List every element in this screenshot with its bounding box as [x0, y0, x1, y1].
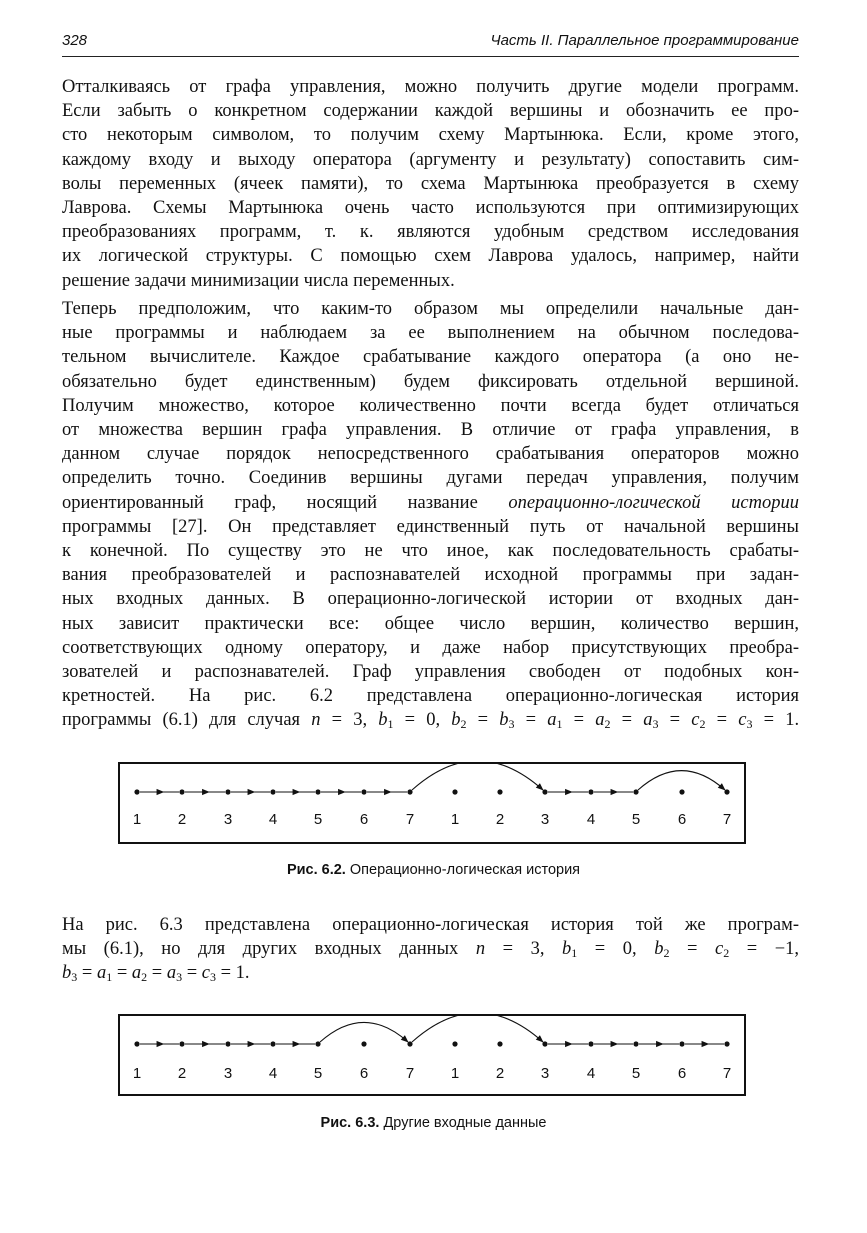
text-line: Отталкиваясь от графа управления, можно получить другие модели программ. — [62, 77, 799, 97]
history-graph-1 — [120, 764, 744, 842]
graph-node — [407, 1041, 412, 1046]
graph-node — [134, 789, 139, 794]
text-line: вания преобразователей и распознавателей исходной программы при задан- — [62, 565, 799, 586]
text-line: На рис. 6.3 представлена операционно-логическая история той же програм- — [62, 915, 799, 935]
graph-node — [588, 789, 593, 794]
node-label: 5 — [631, 811, 641, 828]
math-expression: n = 3, $b_1 = 0$, $b_2 = b_3 = a_1 = a_2 = a_3 = c_2 = c_3 = 1$. — [311, 710, 800, 732]
graph-node — [679, 789, 684, 794]
node-label: 2 — [495, 811, 505, 828]
graph-node — [542, 1041, 547, 1046]
text-line: ные программы и наблюдаем за ее выполнением на обычном последова- — [62, 323, 799, 344]
node-label: 1 — [450, 1065, 460, 1082]
node-label: 3 — [540, 1065, 550, 1082]
running-title: Часть II. Параллельное программирование — [490, 32, 799, 49]
page-number: 328 — [62, 32, 88, 49]
text-line: ных входных данных. В операционно-логической истории от входных дан- — [62, 589, 799, 610]
text-line: Теперь предположим, что каким-то образом мы определили начальные дан- — [62, 299, 799, 319]
node-label: 2 — [495, 1065, 505, 1082]
text-line: тельном вычислителе. Каждое срабатывание каждого оператора (а оно не- — [62, 347, 799, 368]
text-line: определить точно. Соединив вершины дугами передач управления, получим — [62, 468, 799, 489]
graph-node — [270, 789, 275, 794]
node-label: 3 — [223, 811, 233, 828]
text-line: соответствующих одному оператору, и даже набор присутствующих преобра- — [62, 637, 799, 658]
caption-text: Операционно-логическая история — [349, 862, 581, 878]
node-label: 4 — [586, 1065, 596, 1082]
node-label: 1 — [132, 811, 142, 828]
text-line: их логической структуры. С помощью схем Лаврова удалось, например, найти — [62, 246, 799, 267]
graph-node — [633, 1041, 638, 1046]
graph-node — [497, 789, 502, 794]
graph-node — [179, 789, 184, 794]
caption-text: Другие входные данные — [383, 1115, 547, 1131]
node-label: 7 — [405, 811, 415, 828]
running-header — [62, 30, 799, 57]
node-label: 6 — [359, 811, 369, 828]
figure-6-2 — [118, 762, 746, 844]
node-label: 1 — [132, 1065, 142, 1082]
node-label: 6 — [677, 811, 687, 828]
graph-node — [361, 1041, 366, 1046]
text-line: Получим множество, которое количественно почти всегда будет отличаться — [62, 395, 799, 416]
graph-node — [633, 789, 638, 794]
node-label: 5 — [313, 1065, 323, 1082]
figure-6-2-caption — [0, 862, 867, 878]
node-label: 7 — [405, 1065, 415, 1082]
text-line: Лаврова. Схемы Мартынюка очень часто используются при оптимизирующих — [62, 198, 799, 219]
text-line: данном случае порядок непосредственного срабатывания операторов можно — [62, 444, 799, 465]
text-line: от множества вершин графа управления. В отличие от графа управления, в — [62, 420, 799, 441]
text-line: каждому входу и выходу оператора (аргументу и результату) сопоставить сим- — [62, 149, 799, 170]
text-line: зователей и распознавателей. Граф управления свободен от подобных кон- — [62, 662, 799, 683]
node-label: 3 — [223, 1065, 233, 1082]
node-label: 4 — [268, 811, 278, 828]
text-line — [62, 937, 799, 961]
paragraph-1 — [62, 75, 799, 293]
text-line: ных зависит практически все: общее число вершин, количество вершин, — [62, 613, 799, 634]
history-graph-2 — [120, 1016, 744, 1094]
text-line: обязательно будет единственным) будем фиксировать отдельной вершиной. — [62, 371, 799, 392]
node-label: 7 — [722, 1065, 732, 1082]
caption-label: Рис. 6.2. — [286, 862, 346, 878]
graph-node — [452, 1041, 457, 1046]
graph-node — [134, 1041, 139, 1046]
paragraph-3 — [62, 913, 799, 986]
node-label: 6 — [677, 1065, 687, 1082]
graph-node — [452, 789, 457, 794]
figure-6-3 — [118, 1014, 746, 1096]
text-line: решение задачи минимизации числа переменных. — [62, 270, 455, 291]
node-label: 6 — [359, 1065, 369, 1082]
text-line — [62, 961, 799, 985]
text-line: сто некоторым символом, то получим схему Мартынюка. Если, кроме этого, — [62, 125, 799, 146]
node-label: 2 — [177, 1065, 187, 1082]
caption-label: Рис. 6.3. — [320, 1115, 380, 1131]
text-line — [62, 708, 799, 732]
jump-arc — [412, 1016, 543, 1042]
node-label: 2 — [177, 811, 187, 828]
node-label: 4 — [586, 811, 596, 828]
graph-node — [497, 1041, 502, 1046]
jump-arc — [638, 771, 725, 790]
graph-node — [407, 789, 412, 794]
graph-node — [225, 1041, 230, 1046]
graph-node — [588, 1041, 593, 1046]
graph-node — [724, 1041, 729, 1046]
node-label: 5 — [631, 1065, 641, 1082]
node-label: 4 — [268, 1065, 278, 1082]
math-expression: n = 3, $b_1 = 0$, $b_2 = c_2 = -1$, — [475, 939, 800, 961]
node-label: 5 — [313, 811, 323, 828]
jump-arc — [320, 1022, 408, 1042]
text-line: волы переменных (ячеек памяти), то схема Мартынюка преобразуется в схему — [62, 173, 799, 194]
figure-6-3-caption — [0, 1115, 867, 1131]
text-line — [62, 491, 799, 515]
graph-node — [542, 789, 547, 794]
graph-node — [270, 1041, 275, 1046]
graph-node — [225, 789, 230, 794]
line-prefix: программы (6.1) для случая — [62, 710, 301, 731]
graph-node — [315, 789, 320, 794]
italic-term: операционно-логической истории — [508, 492, 799, 513]
graph-node — [724, 789, 729, 794]
graph-node — [361, 789, 366, 794]
node-label: 7 — [722, 811, 732, 828]
paragraph-2 — [62, 297, 799, 733]
text-line: Если забыть о конкретном содержании каждой вершины и обозначить ее про- — [62, 101, 799, 122]
text-line: кретностей. На рис. 6.2 представлена операционно-логическая история — [62, 686, 799, 707]
math-expression: $b_3 = a_1 = a_2 = a_3 = c_3 = 1$. — [62, 963, 250, 985]
text-line: преобразованиях программ, т. к. являются удобным средством исследования — [62, 222, 799, 243]
text-line: программы [27]. Он представляет единственный путь от начальной вершины — [62, 516, 799, 537]
jump-arc — [412, 764, 543, 790]
graph-node — [315, 1041, 320, 1046]
text-line: к конечной. По существу это не что иное, как последовательность срабаты- — [62, 541, 799, 562]
node-label: 3 — [540, 811, 550, 828]
graph-node — [179, 1041, 184, 1046]
graph-node — [679, 1041, 684, 1046]
node-label: 1 — [450, 811, 460, 828]
line-prefix: ориентированный граф, носящий название — [62, 492, 478, 513]
line-prefix: мы (6.1), но для других входных данных — [62, 939, 459, 960]
